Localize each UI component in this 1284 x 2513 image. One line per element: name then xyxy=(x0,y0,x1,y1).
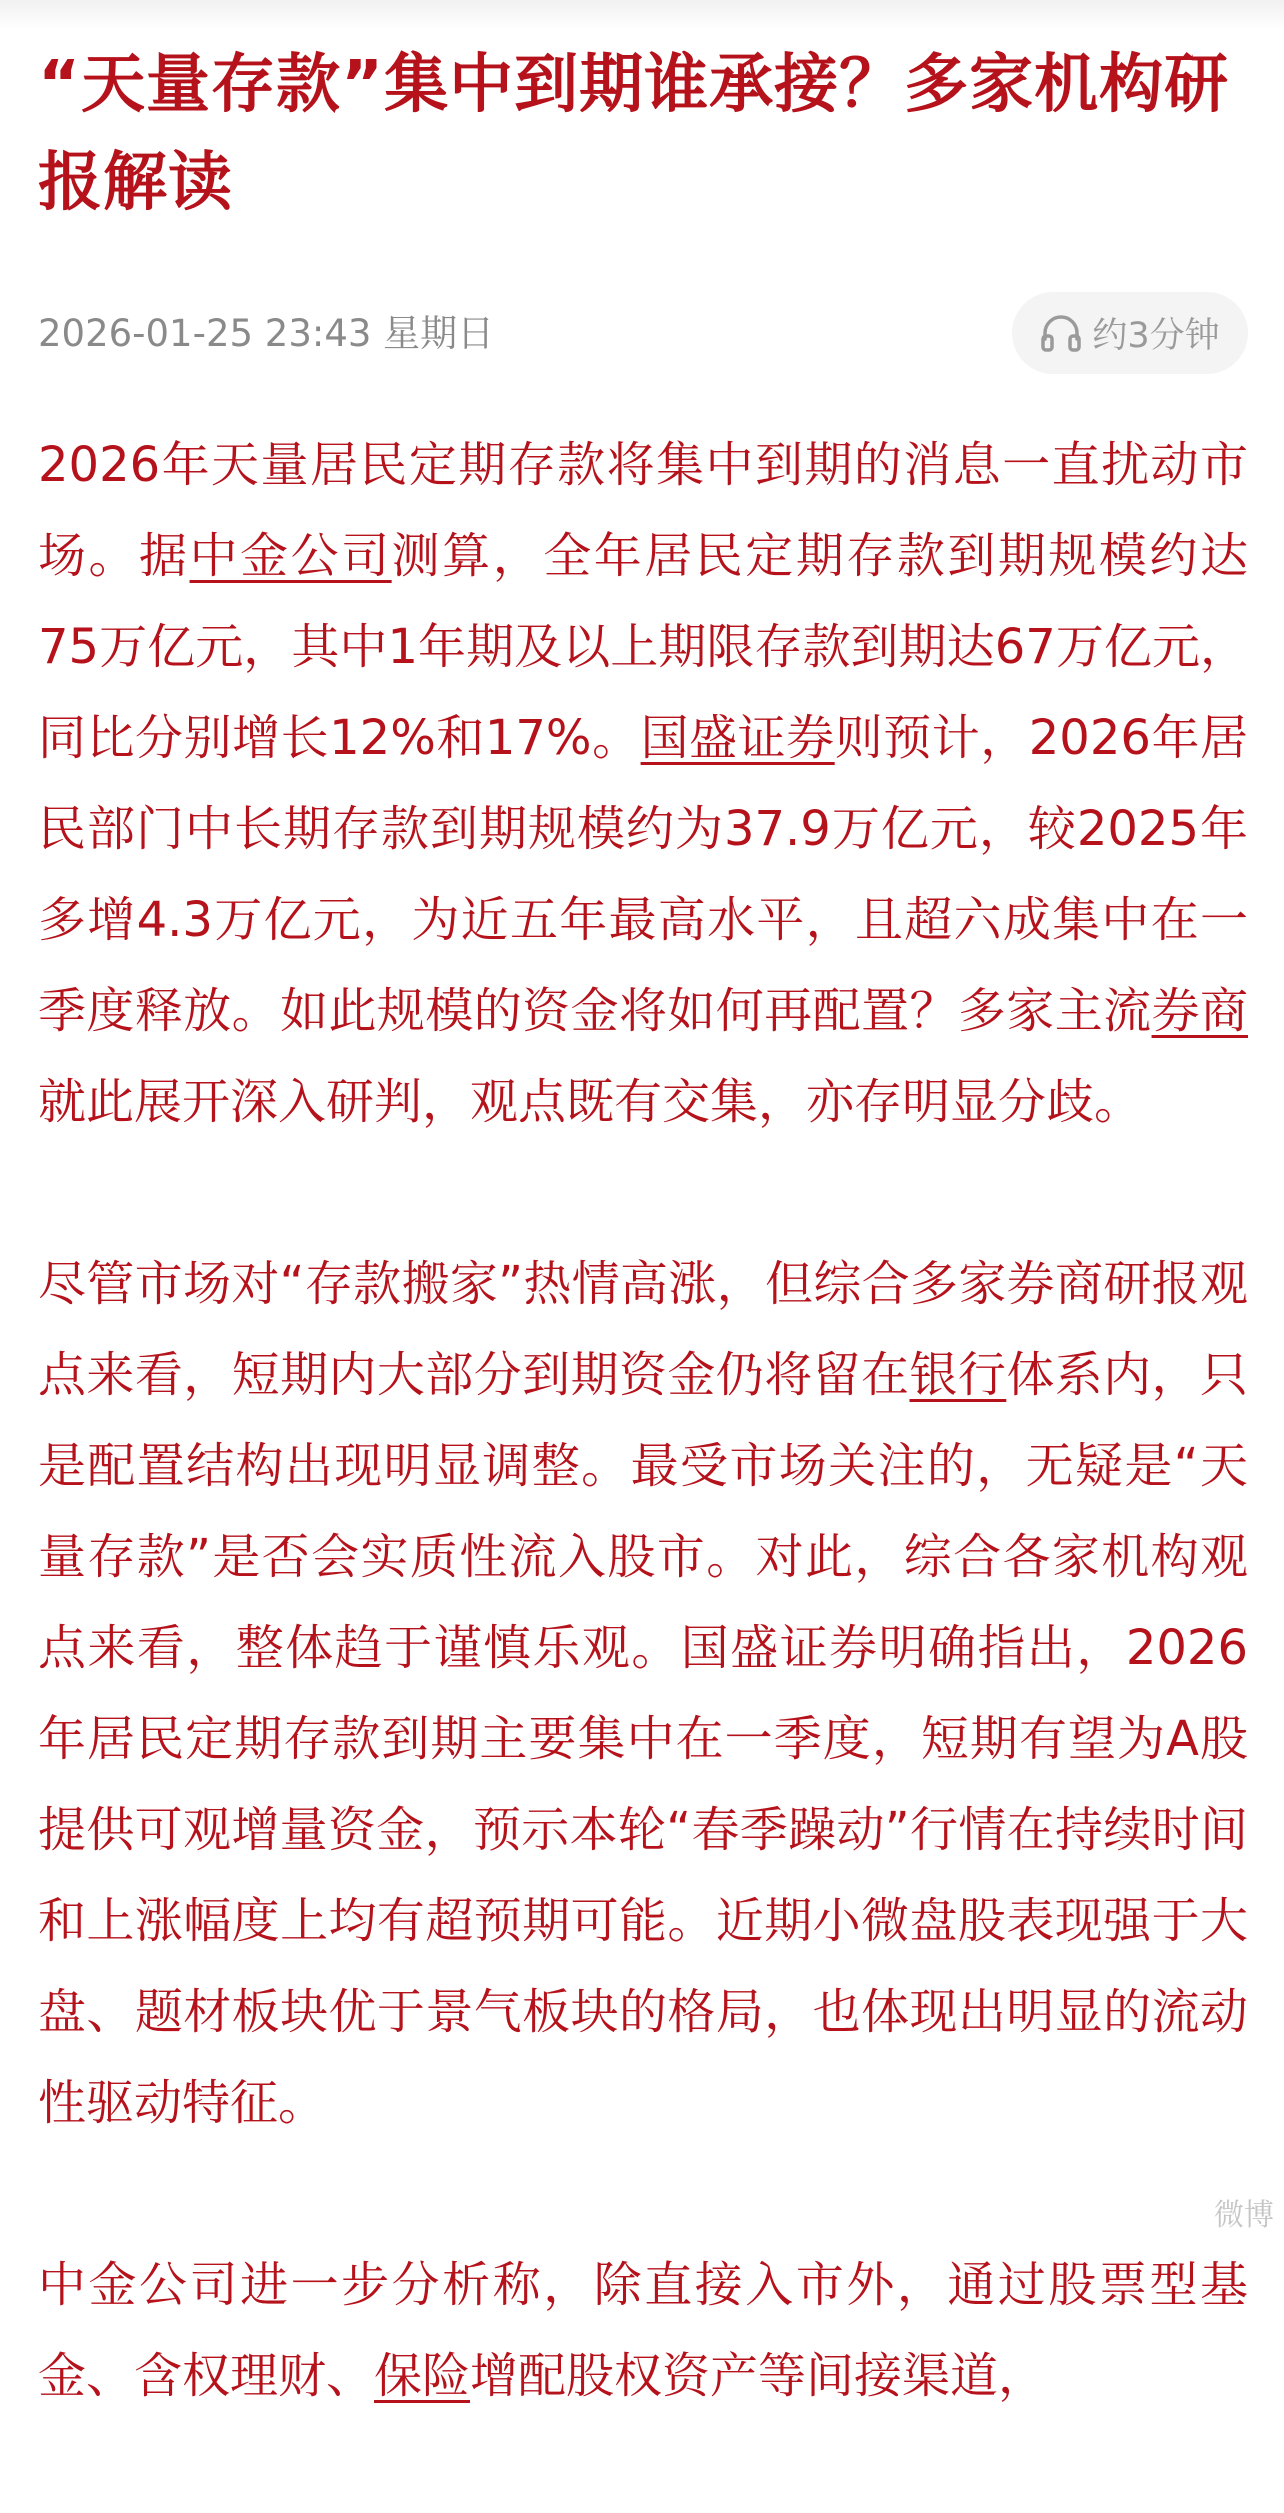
keyword-link[interactable]: 银行 xyxy=(909,1347,1007,1403)
listen-duration-label: 约3分钟 xyxy=(1092,316,1220,356)
listen-button[interactable] xyxy=(1012,292,1248,374)
paragraph-text: 测算，全年居民定期存款到期规模约达75万亿元，其中1年期及以上期限存款到期达67万亿元，同比分别增长12%和17%。 xyxy=(38,528,1248,766)
paragraph-text: 就此展开深入研判，观点既有交集，亦存明显分歧。 xyxy=(38,1074,1143,1130)
article-body xyxy=(38,420,1248,2513)
article-title: “天量存款”集中到期谁承接？多家机构研报解读 xyxy=(38,48,1230,220)
article-paragraph xyxy=(38,1239,1248,2149)
paragraph-text: 中金公司进一步分析称，除直接入市外，通过股票型基金、含权理财、 xyxy=(38,2257,1248,2404)
keyword-link[interactable]: 保险 xyxy=(374,2348,471,2404)
paragraph-text: 2026年天量居民定期存款将集中到期的消息一直扰动市场。据 xyxy=(38,437,1248,584)
paragraph-text: 体系内，只是配置结构出现明显调整。最受市场关注的，无疑是“天量存款”是否会实质性流入股市。对此，综合各家机构观点来看，整体趋于谨慎乐观。国盛证券明确指出，2026年居民定期存款到期主要集中在一季度，短期有望为A股提供可观增量资金，预示本轮“春季躁动”行情在持续时间和上涨幅度上均有超预期可能。近期小微盘股表现强于大盘、题材板块优于景气板块的格局，也体现出明显的流动性驱动特征。 xyxy=(38,1347,1248,2131)
paragraph-text: 尽管市场对“存款搬家”热情高涨，但综合多家券商研报观点来看，短期内大部分到期资金仍将留在 xyxy=(38,1256,1248,1403)
article-paragraph xyxy=(38,420,1248,1148)
paragraph-text: 增配股权资产等间接渠道， xyxy=(470,2348,1047,2404)
watermark: 微博 xyxy=(1214,2198,1274,2233)
keyword-link[interactable]: 国盛证券 xyxy=(640,710,835,766)
keyword-link[interactable]: 中金公司 xyxy=(189,528,392,584)
publish-date: 2026-01-25 23:43 星期日 xyxy=(38,312,495,355)
keyword-link[interactable]: 券商 xyxy=(1151,983,1248,1039)
article-meta xyxy=(38,290,1248,378)
article-paragraph xyxy=(38,2240,1248,2422)
paragraph-text: 则预计，2026年居民部门中长期存款到期规模约为37.9万亿元，较2025年多增4.3万亿元，为近五年最高水平，且超六成集中在一季度释放。如此规模的资金将如何再配置？多家主流 xyxy=(38,710,1248,1039)
top-fade xyxy=(0,0,1284,30)
headphone-icon xyxy=(1040,313,1082,353)
